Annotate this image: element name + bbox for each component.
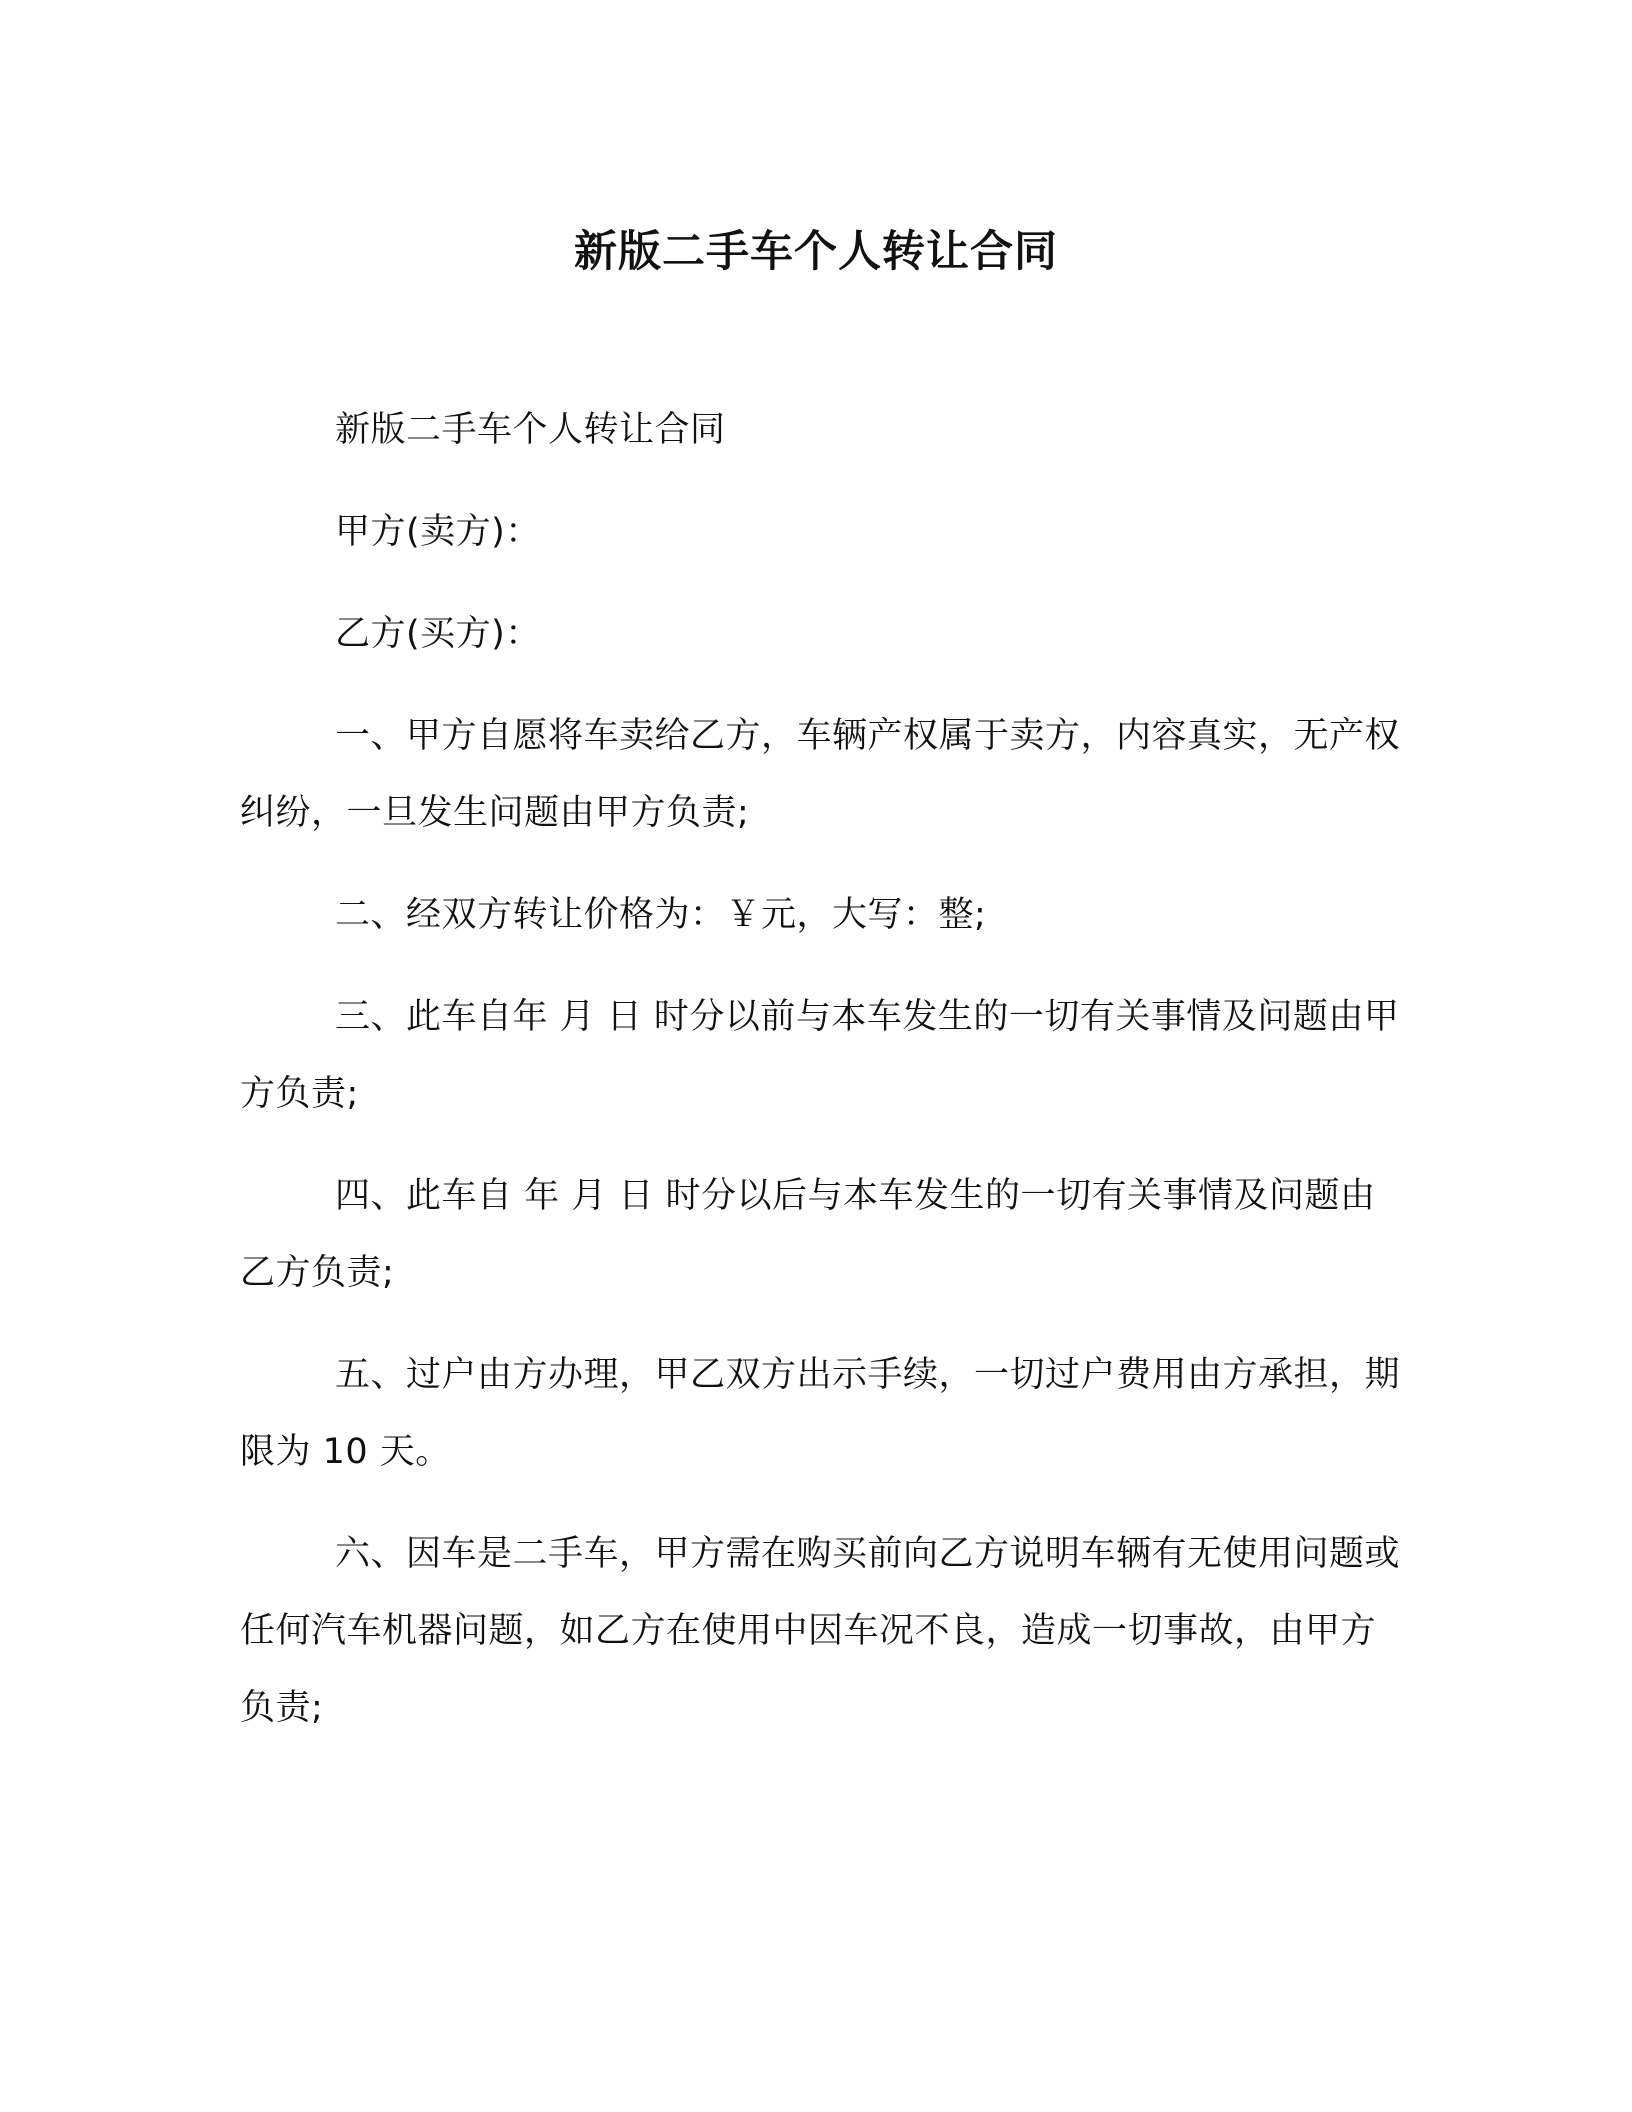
document-title: 新版二手车个人转让合同	[574, 227, 1058, 277]
document-body	[240, 392, 1410, 1772]
paragraph-clause-5: 五、过户由方办理，甲乙双方出示手续，一切过户费用由方承担，期限为 10 天。	[240, 1355, 1401, 1472]
paragraph-clause-6: 六、因车是二手车，甲方需在购买前向乙方说明车辆有无使用问题或任何汽车机器问题，如乙方在使用中因车况不良，造成一切事故，由甲方负责;	[240, 1534, 1401, 1728]
paragraph-party-a: 甲方(卖方)：	[335, 512, 541, 552]
paragraph-party-b: 乙方(买方)：	[335, 614, 541, 654]
paragraph-clause-1: 一、甲方自愿将车卖给乙方，车辆产权属于卖方，内容真实，无产权纠纷，一旦发生问题由甲方负责;	[240, 716, 1401, 833]
paragraph-clause-2: 二、经双方转让价格为：￥元，大写：整;	[335, 895, 987, 935]
paragraph-subtitle: 新版二手车个人转让合同	[335, 410, 726, 450]
paragraph-clause-3: 三、此车自年 月 日 时分以前与本车发生的一切有关事情及问题由甲方负责;	[240, 997, 1400, 1114]
paragraph-clause-4: 四、此车自 年 月 日 时分以后与本车发生的一切有关事情及问题由乙方负责;	[240, 1176, 1376, 1293]
